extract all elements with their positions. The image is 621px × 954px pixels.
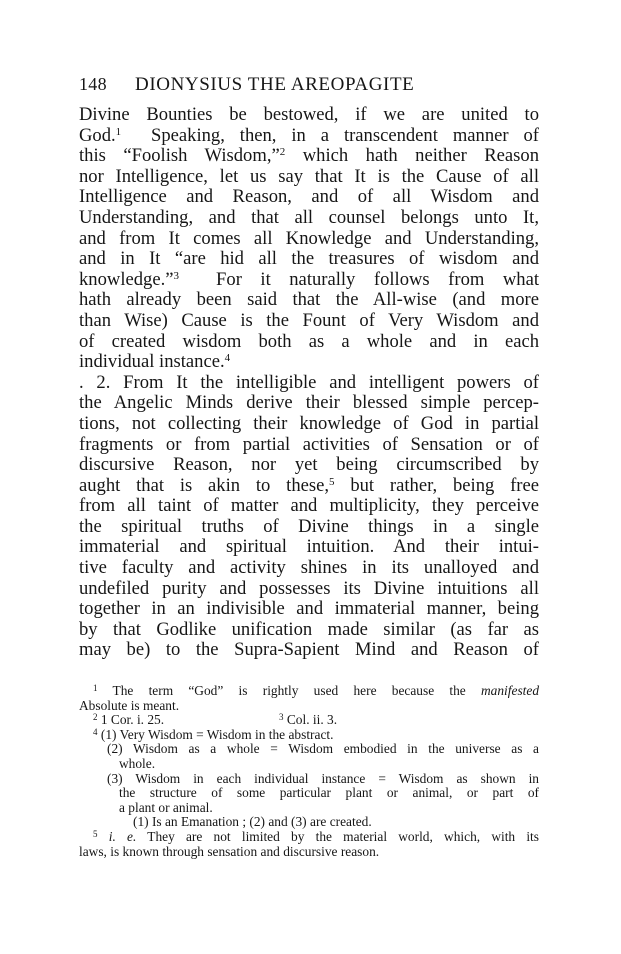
text-line: hath already been said that the All-wise (and more <box>79 289 539 311</box>
footnote-4-item2-cont: whole. <box>119 755 156 771</box>
text-line <box>79 352 539 373</box>
running-title: DIONYSIUS THE AREOPAGITE <box>135 74 415 95</box>
text-fragment: aught that is akin to these, <box>79 474 330 496</box>
footnote-ref-2[interactable]: 2 <box>279 146 286 159</box>
text-line: tive faculty and activity shines in its unalloyed and <box>79 557 539 579</box>
text-fragment: knowledge.” <box>79 268 174 290</box>
text-fragment: Speaking, then, in a transcendent manner of <box>121 124 539 146</box>
text-fragment: which hath neither Reason <box>285 145 539 167</box>
footnote-italic: manifested <box>481 683 540 698</box>
footnote-marker: 3 <box>279 712 284 723</box>
footnote-ref-5[interactable]: 5 <box>329 475 335 488</box>
footnote-5-cont: laws, is known through sensation and discursive reason. <box>79 843 380 859</box>
text-line: undefiled purity and possesses its Divine intuitions all <box>79 577 539 599</box>
text-line: together in an indivisible and immaterial manner, being <box>79 598 539 620</box>
footnote-4-item3-cont: a plant or animal. <box>119 799 213 815</box>
footnote-3 <box>279 713 337 728</box>
page-header <box>79 74 539 98</box>
text-line: from all taint of matter and multiplicity, they perceive <box>79 495 539 517</box>
text-fragment: this “Foolish Wisdom,” <box>79 145 280 167</box>
footnote-text: (1) Very Wisdom = Wisdom in the abstract. <box>100 726 334 742</box>
text-line <box>79 126 539 147</box>
footnote-text: They are not limited by the material world, which, with its <box>147 828 539 844</box>
footnote-marker: 4 <box>93 726 98 737</box>
body-text <box>79 105 539 661</box>
text-line: the spiritual truths of Divine things in a single <box>79 515 539 537</box>
footnote-3-text: Col. ii. 3. <box>286 712 338 728</box>
footnote-4-note: (1) Is an Emanation ; (2) and (3) are created. <box>133 814 372 830</box>
text-line: Divine Bounties be bestowed, if we are united to <box>79 104 539 125</box>
footnote-2-3 <box>79 713 539 728</box>
text-line: tions, not collecting their knowledge of God in partial <box>79 412 539 434</box>
text-line <box>79 476 539 497</box>
text-line <box>79 270 539 291</box>
footnote-1 <box>79 684 539 699</box>
footnote-1-cont: Absolute is meant. <box>79 697 180 713</box>
footnote-4 <box>79 728 539 743</box>
text-line: of created wisdom both as a whole and in each <box>79 330 539 352</box>
text-line: . 2. From It the intelligible and intelligent powers of <box>79 371 539 393</box>
text-line: may be) to the Supra-Sapient Mind and Reason of <box>79 639 539 661</box>
footnote-4-item3-cont: the structure of some particular plant or animal, or part of <box>119 785 539 801</box>
footnote-ref-1[interactable]: 1 <box>115 125 122 138</box>
text-line: Intelligence and Reason, and of all Wisdom and <box>79 186 539 208</box>
footnote-marker: 5 <box>93 828 98 839</box>
footnote-4-item2: (2) Wisdom as a whole = Wisdom embodied in the universe as a <box>107 741 539 757</box>
footnote-ref-3[interactable]: 3 <box>173 269 179 282</box>
footnote-text: The term “God” is rightly used here because the <box>112 683 466 698</box>
text-line <box>79 146 539 167</box>
text-line: Understanding, and that all counsel belongs unto It, <box>79 206 539 228</box>
text-line: and in It “are hid all the treasures of wisdom and <box>79 248 539 270</box>
text-line: fragments or from partial activities of Sensation or of <box>79 433 539 455</box>
footnote-ref-4[interactable]: 4 <box>224 352 231 365</box>
footnote-italic: i. e. <box>108 828 137 844</box>
footnote-5 <box>79 830 539 845</box>
text-line: nor Intelligence, let us say that It is the Cause of all <box>79 165 539 187</box>
footnote-marker: 2 <box>93 712 98 723</box>
text-line: discursive Reason, nor yet being circumscribed by <box>79 454 539 476</box>
text-fragment: but rather, being free <box>334 474 539 496</box>
footnote-marker: 1 <box>93 683 98 693</box>
text-fragment: For it naturally follows from what <box>179 268 539 290</box>
footnote-4-item3: (3) Wisdom in each individual instance = Wisdom as shown in <box>107 770 539 786</box>
text-line: the Angelic Minds derive their blessed simple percep- <box>79 392 539 414</box>
page-number: 148 <box>79 74 107 94</box>
text-fragment: individual instance. <box>79 351 225 373</box>
text-line: than Wise) Cause is the Fount of Very Wisdom and <box>79 309 539 331</box>
text-fragment: God. <box>79 124 116 146</box>
text-line: by that Godlike unification made similar (as far as <box>79 618 539 640</box>
footnote-2-text: 1 Cor. i. 25. <box>100 712 165 728</box>
text-line: and from It comes all Knowledge and Understanding, <box>79 227 539 249</box>
text-line: immaterial and spiritual intuition. And their intui- <box>79 536 539 558</box>
footnotes <box>79 684 539 859</box>
